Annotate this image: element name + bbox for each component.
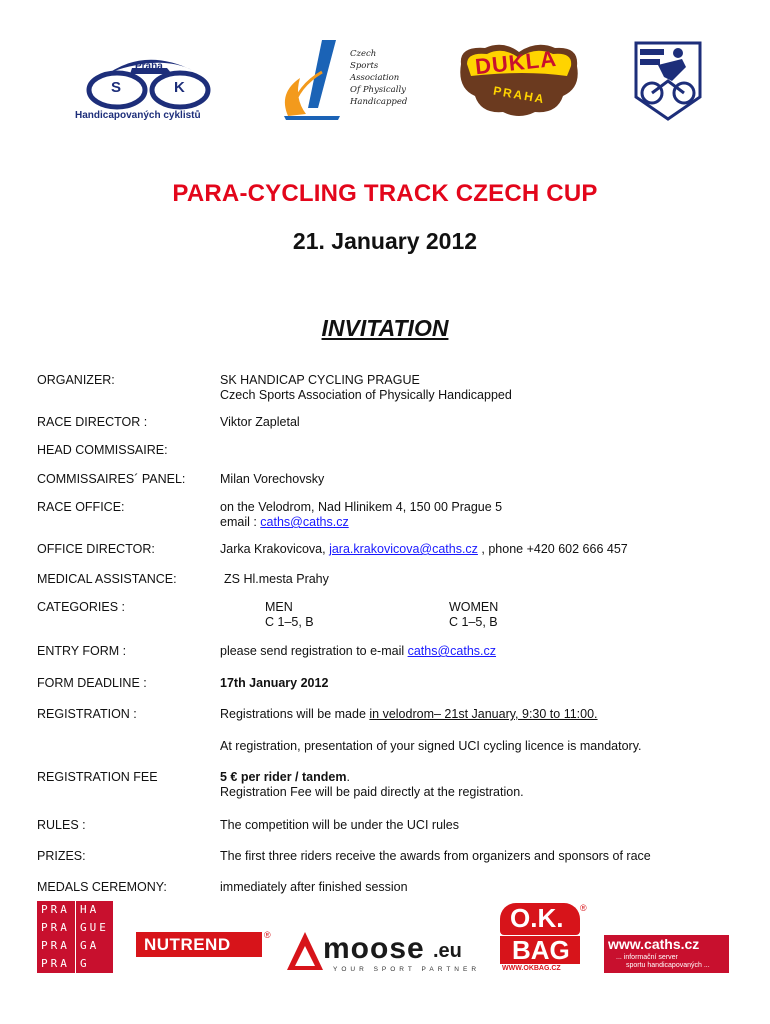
categories-women	[449, 600, 498, 630]
prizes-value: The first three riders receive the awards from organizers and sponsors of race	[220, 849, 651, 863]
medical-value: ZS Hl.mesta Prahy	[224, 572, 329, 586]
nutrend-text: NUTREND	[144, 935, 231, 954]
caths-logo	[604, 935, 729, 973]
caths-url: www.caths.cz	[608, 936, 700, 952]
okbag-url: WWW.OKBAG.CZ	[502, 965, 561, 972]
page-title: PARA-CYCLING TRACK CZECH CUP	[172, 180, 598, 207]
office-director-value	[220, 542, 628, 557]
prizes-label: PRIZES:	[37, 849, 86, 863]
organizer-value	[220, 373, 512, 403]
csa-line: Czech	[350, 49, 377, 59]
praha-text: PRAHA	[492, 83, 547, 107]
medals-label: MEDALS CEREMONY:	[37, 880, 167, 894]
office-director-label: OFFICE DIRECTOR:	[37, 542, 155, 556]
praha-cell: GUE	[75, 919, 114, 937]
race-office-address: on the Velodrom, Nad Hlinikem 4, 150 00 Prague 5	[220, 500, 503, 514]
registration-fee-value	[220, 770, 524, 800]
registration-value	[220, 707, 598, 722]
sk-caption: Handicapovaných cyklistů	[75, 110, 201, 121]
registration-text: Registrations will be made	[220, 707, 370, 721]
entry-form-label: ENTRY FORM :	[37, 644, 127, 658]
race-office-label: RACE OFFICE:	[37, 500, 125, 514]
praha-cell: GA	[75, 937, 114, 955]
dukla-text: DUKLA	[473, 45, 559, 80]
office-director-email-link[interactable]: jara.krakovicova@caths.cz	[329, 542, 478, 556]
men-categories: C 1–5, B	[265, 615, 314, 629]
praha-prague-logo	[37, 901, 113, 973]
office-director-name: Jarka Krakovicova,	[220, 542, 330, 556]
entry-form-value	[220, 644, 496, 659]
commissaires-panel-label: COMMISSAIRES´ PANEL:	[37, 472, 186, 486]
okbag-top: O.K.	[510, 903, 564, 933]
rules-label: RULES :	[37, 818, 86, 832]
registration-fee-dot: .	[346, 770, 350, 784]
praha-cell: PRA	[41, 921, 70, 934]
form-deadline-value: 17th January 2012	[220, 676, 329, 690]
nutrend-reg: ®	[264, 930, 271, 940]
head-commissaire-label: HEAD COMMISSAIRE:	[37, 443, 168, 457]
csa-line: Sports	[350, 61, 379, 71]
registration-label: REGISTRATION :	[37, 707, 137, 721]
nutrend-logo	[136, 930, 271, 957]
csa-line: Of Physically	[350, 85, 406, 95]
race-director-label: RACE DIRECTOR :	[37, 415, 148, 429]
cyclist-badge-logo	[634, 41, 702, 121]
medical-label: MEDICAL ASSISTANCE:	[37, 572, 177, 586]
rules-value: The competition will be under the UCI rules	[220, 818, 460, 832]
entry-form-email-link[interactable]: caths@caths.cz	[407, 644, 497, 658]
moose-logo	[285, 930, 490, 975]
moose-text: moose	[323, 932, 425, 965]
entry-form-text: please send registration to e-mail	[220, 644, 408, 658]
commissaires-panel-value: Milan Vorechovsky	[220, 472, 325, 486]
registration-fee-note: Registration Fee will be paid directly at the registration.	[220, 785, 524, 799]
race-office-email-link[interactable]: caths@caths.cz	[260, 515, 349, 529]
caths-line1: ... informační server	[616, 954, 678, 961]
invitation-heading: INVITATION	[321, 315, 449, 341]
women-heading: WOMEN	[449, 600, 499, 614]
categories-men	[265, 600, 314, 630]
praha-cell: PRA	[41, 939, 70, 952]
sk-letter-s: S	[111, 79, 122, 96]
okbag-reg: ®	[580, 903, 587, 913]
praha-cell: PRA	[41, 903, 70, 916]
organizer-line: SK HANDICAP CYCLING PRAGUE	[220, 373, 420, 387]
race-office-value	[220, 500, 502, 530]
csa-text	[350, 48, 407, 108]
sk-letter-k: K	[174, 79, 185, 96]
moose-suffix: .eu	[433, 940, 462, 962]
registration-fee-amount: 5 € per rider / tandem	[220, 770, 347, 784]
praha-cell: HA	[75, 901, 114, 919]
sk-praha-logo	[72, 48, 222, 123]
moose-tagline: YOUR SPORT PARTNER	[333, 966, 481, 973]
organizer-label: ORGANIZER:	[37, 373, 115, 387]
csa-line: Handicapped	[350, 97, 408, 107]
women-categories: C 1–5, B	[449, 615, 498, 629]
race-office-email-prefix: email :	[220, 515, 261, 529]
okbag-logo	[500, 903, 588, 975]
office-director-phone: , phone +420 602 666 457	[477, 542, 628, 556]
caths-line2: sportu handicapovaných ...	[626, 962, 710, 969]
medals-value: immediately after finished session	[220, 880, 408, 894]
praha-cell: G	[75, 955, 114, 973]
race-director-value: Viktor Zapletal	[220, 415, 300, 429]
event-date: 21. January 2012	[292, 228, 478, 254]
form-deadline-label: FORM DEADLINE :	[37, 676, 147, 690]
men-heading: MEN	[265, 600, 293, 614]
registration-when: in velodrom– 21st January, 9:30 to 11:00.	[369, 707, 598, 721]
okbag-middle: BAG	[512, 935, 570, 965]
csa-line: Association	[350, 73, 400, 83]
sk-praha-text: Praha	[135, 61, 163, 72]
registration-licence-note: At registration, presentation of your signed UCI cycling licence is mandatory.	[220, 739, 642, 753]
praha-cell: PRA	[41, 957, 70, 970]
czech-sports-association-logo	[278, 38, 428, 123]
categories-label: CATEGORIES :	[37, 600, 125, 614]
organizer-line: Czech Sports Association of Physically Handicapped	[220, 388, 512, 402]
dukla-praha-logo	[455, 40, 583, 120]
registration-fee-label: REGISTRATION FEE	[37, 770, 158, 784]
